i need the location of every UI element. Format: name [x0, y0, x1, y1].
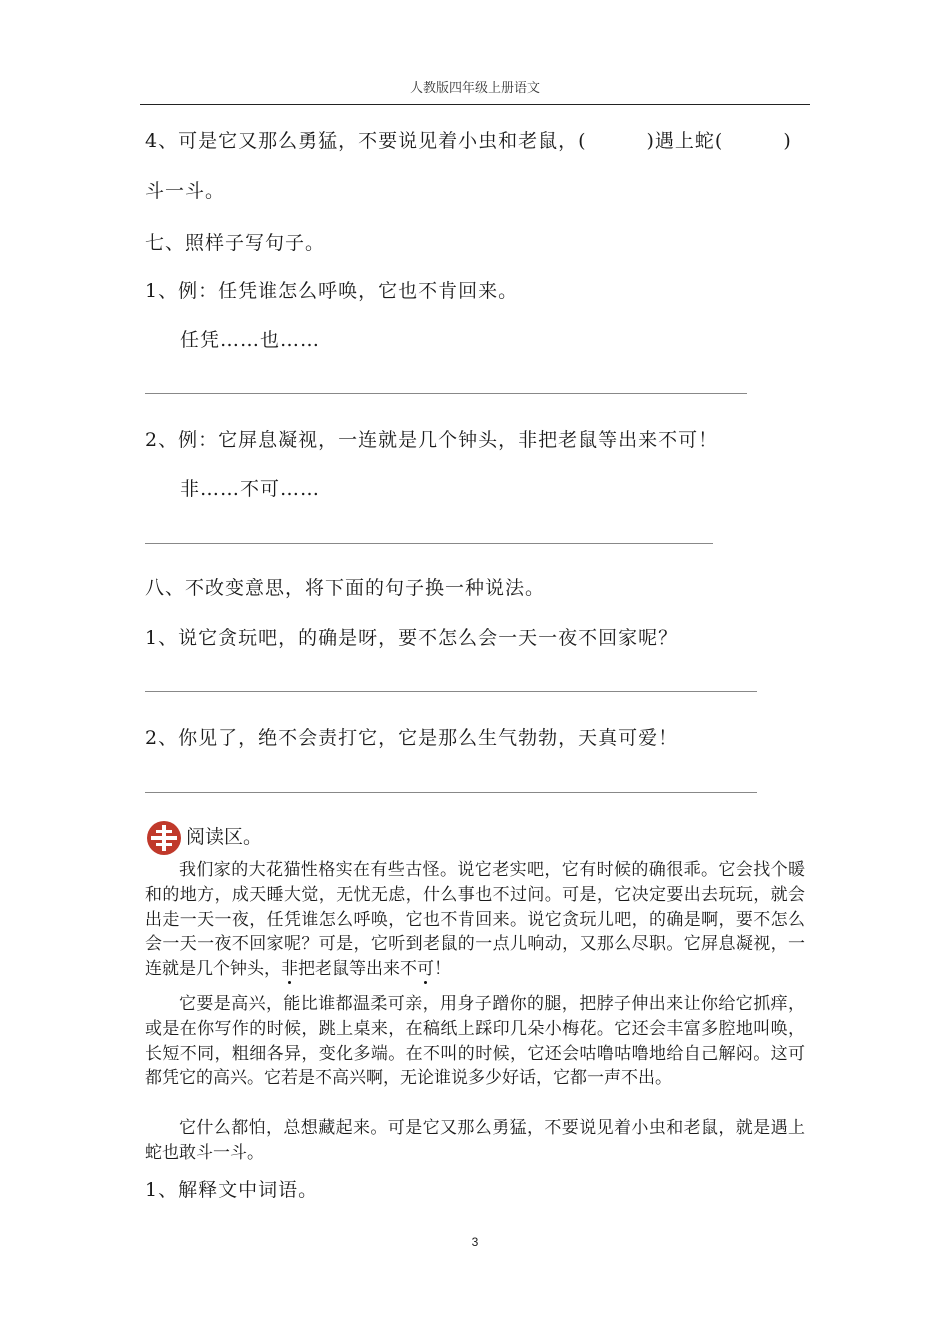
header-divider [140, 104, 810, 105]
sec8-question-1: 1、说它贪玩吧，的确是呀，要不怎么会一天一夜不回家呢？ [145, 627, 679, 649]
answer-line[interactable] [145, 543, 713, 544]
answer-line[interactable] [145, 393, 747, 394]
sec7-example-2: 2、例：它屏息凝视，一连就是几个钟头，非把老鼠等出来不可！ [145, 429, 719, 451]
passage-paragraph-1: 我们家的大花猫性格实在有些古怪。说它老实吧，它有时候的确很乖。它会找个暖和的地方，成天睡大觉，无忧无虑，什么事也不过问。可是，它决定要出去玩玩，就会出走一天一夜，任凭谁怎么呼唤，它也不肯回来。说它贪玩儿吧，的确是啊，要不怎么会一天一夜不回家呢？可是，它听到老鼠的一点儿响动，又那么尽职。它屏息凝视，一连就是几个钟头，非把老鼠等出来不可！ [145, 860, 805, 980]
emphasis-char: 可 [417, 959, 434, 980]
reading-question-1: 1、解释文中词语。 [145, 1179, 319, 1201]
section-8-title: 八、不改变意思，将下面的句子换一种说法。 [145, 577, 546, 599]
reading-section-icon [146, 820, 182, 856]
q4-text: 4、可是它又那么勇猛，不要说见着小虫和老鼠，( )遇上蛇( ) [145, 130, 792, 152]
sec7-pattern-2: 非……不可…… [180, 478, 321, 500]
q4-continuation: 斗一斗。 [145, 180, 226, 202]
emphasis-char: 非 [281, 959, 298, 980]
page-header: 人教版四年级上册语文 [409, 81, 540, 96]
section-7-title: 七、照样子写句子。 [145, 232, 326, 254]
answer-line[interactable] [145, 792, 757, 793]
sec7-pattern-1: 任凭……也…… [180, 329, 321, 351]
passage-paragraph-2: 它要是高兴，能比谁都温柔可亲，用身子蹭你的腿，把脖子伸出来让你给它抓痒，或是在你写作的时候，跳上桌来，在稿纸上踩印几朵小梅花。它还会丰富多腔地叫唤，长短不同，粗细各异，变化多端。在不叫的时候，它还会咕噜咕噜地给自己解闷。这可都凭它的高兴。它若是不高兴啊，无论谁说多少好话，它都一声不出。 [145, 994, 805, 1089]
page-number: 3 [471, 1235, 479, 1249]
sec7-example-1: 1、例：任凭谁怎么呼唤，它也不肯回来。 [145, 280, 519, 302]
passage-paragraph-3: 它什么都怕，总想藏起来。可是它又那么勇猛，不要说见着小虫和老鼠，就是遇上蛇也敢斗一斗。 [145, 1118, 805, 1163]
sec8-question-2: 2、你见了，绝不会责打它，它是那么生气勃勃，天真可爱！ [145, 727, 679, 749]
reading-section-title: 阅读区。 [186, 826, 263, 848]
answer-line[interactable] [145, 691, 757, 692]
